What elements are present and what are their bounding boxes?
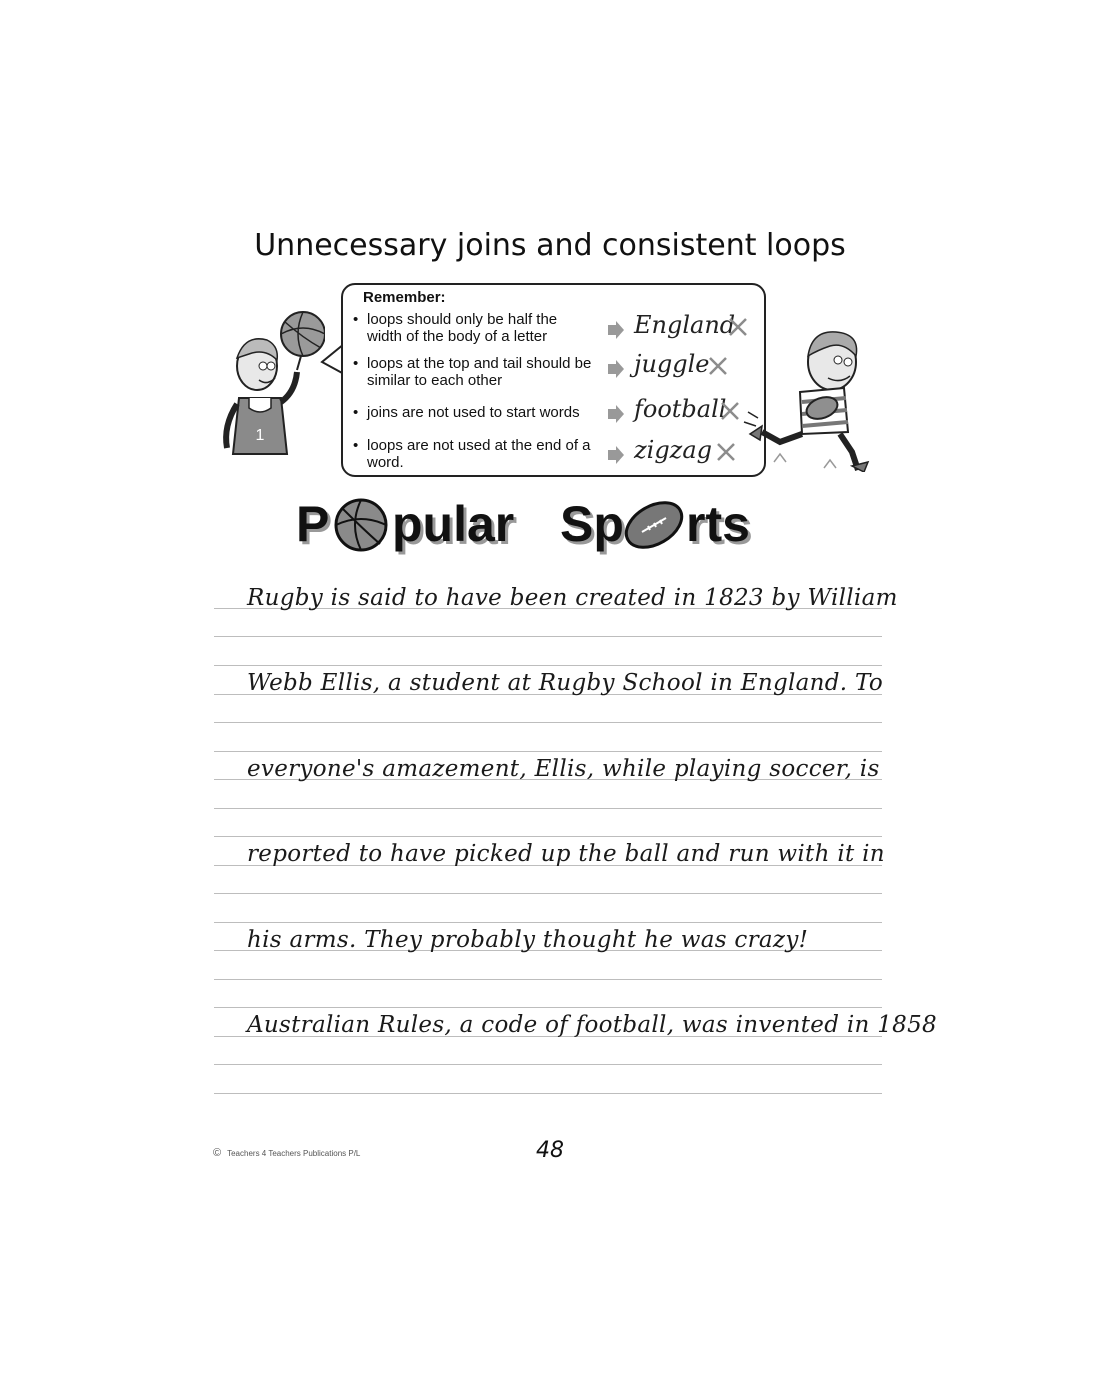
rule-item (351, 355, 596, 389)
arrow-right-icon (608, 360, 624, 378)
example-juggle (608, 350, 758, 384)
writing-line (214, 636, 882, 637)
writing-line (214, 922, 882, 923)
writing-line (214, 1007, 882, 1008)
handwriting-practice-area (214, 575, 937, 1100)
svg-text:1: 1 (255, 427, 265, 444)
banner-word-sp: Sp (560, 496, 624, 552)
arrow-right-icon (608, 321, 624, 339)
banner-word-pular: pular (392, 496, 515, 552)
writing-line (214, 893, 882, 894)
example-word: zigzag (634, 436, 712, 464)
rule-item (351, 311, 596, 345)
handwriting-line: Webb Ellis, a student at Rugby School in England. To (247, 670, 883, 696)
arrow-right-icon (608, 446, 624, 464)
rule-text: loops at the top and tail should be similar to each other (367, 355, 592, 389)
handwriting-line: reported to have picked up the ball and run with it in (247, 841, 885, 867)
copyright-notice (213, 1147, 360, 1159)
rule-text: loops are not used at the end of a word. (367, 437, 591, 471)
popular-sports-banner (296, 494, 766, 554)
arrow-right-icon (608, 405, 624, 423)
remember-heading: Remember: (363, 289, 446, 306)
rule-item (351, 437, 596, 471)
writing-line (214, 722, 882, 723)
writing-line (214, 979, 882, 980)
remember-box (341, 283, 766, 477)
writing-line (214, 751, 882, 752)
example-football (608, 395, 758, 429)
basketball-boy-illustration (215, 308, 325, 458)
writing-line (214, 1064, 882, 1065)
rule-text: joins are not used to start words (367, 404, 580, 421)
example-word: England (634, 311, 736, 339)
cross-icon (716, 442, 736, 462)
writing-line (214, 836, 882, 837)
example-word: juggle (634, 350, 710, 378)
copyright-text: Teachers 4 Teachers Publications P/L (227, 1149, 361, 1158)
page-number: 48 (536, 1138, 564, 1163)
basketball-icon (334, 498, 388, 552)
example-zigzag (608, 436, 758, 470)
handwriting-line: Australian Rules, a code of football, was invented in 1858 (247, 1012, 937, 1038)
handwriting-line: everyone's amazement, Ellis, while playing soccer, is (247, 756, 880, 782)
example-england (608, 311, 758, 345)
banner-word-rts: rts (686, 496, 750, 552)
bullet-icon: • (353, 311, 359, 328)
writing-line (214, 1093, 882, 1094)
cross-icon (708, 356, 728, 376)
rugby-ball-icon (622, 496, 686, 554)
bullet-icon: • (353, 404, 359, 421)
cross-icon (720, 401, 740, 421)
writing-line (214, 808, 882, 809)
example-word: football (634, 395, 727, 423)
rugby-boy-illustration (740, 322, 880, 472)
copyright-icon: © (213, 1147, 222, 1159)
bullet-icon: • (353, 437, 359, 454)
handwriting-line: Rugby is said to have been created in 1823 by William (247, 585, 898, 611)
rule-text: loops should only be half the width of the body of a letter (367, 311, 558, 345)
banner-letter-p: P (296, 496, 330, 552)
page-title: Unnecessary joins and consistent loops (254, 228, 846, 263)
handwriting-line: his arms. They probably thought he was crazy! (247, 927, 809, 953)
bullet-icon: • (353, 355, 359, 372)
writing-line (214, 665, 882, 666)
rule-item (351, 404, 596, 421)
